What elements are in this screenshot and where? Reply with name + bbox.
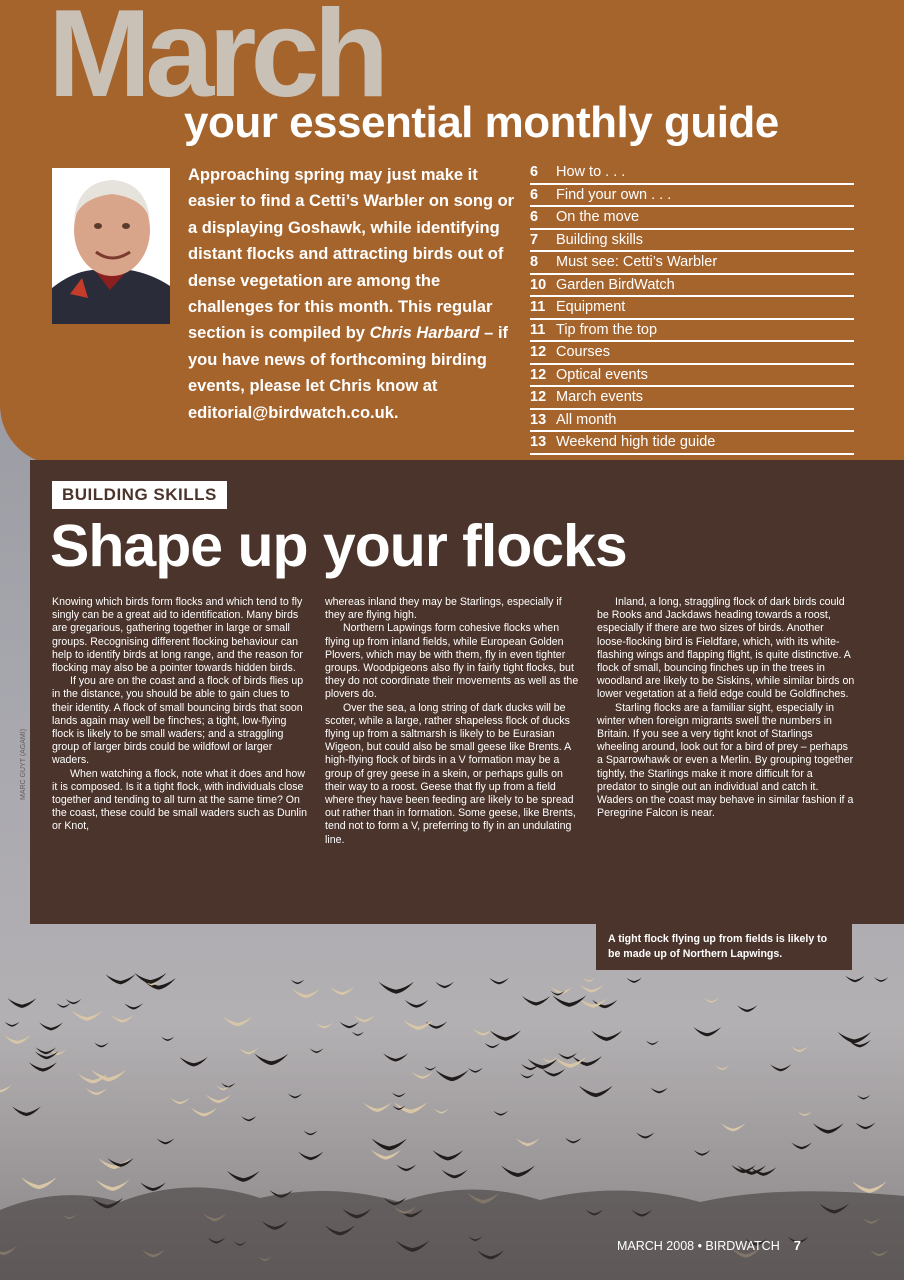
- bird-silhouette: [254, 1054, 288, 1065]
- guide-subtitle: your essential monthly guide: [184, 98, 779, 147]
- bird-silhouette: [542, 1069, 565, 1077]
- article-paragraph: whereas inland they may be Starlings, especially if they are flying high.: [325, 596, 562, 622]
- bird-silhouette: [501, 1166, 535, 1177]
- bird-silhouette: [489, 978, 509, 985]
- toc-title: Building skills: [556, 231, 644, 248]
- article-paragraph: When watching a flock, note what it does and how it is composed. Is it a tight flock, with individuals close together and tending to all turn at the same time? On the coast, these could be small waders such as Dunlin or Knot,: [52, 767, 307, 833]
- bird-silhouette: [291, 980, 304, 985]
- toc-page-number: 11: [530, 299, 546, 315]
- bird-silhouette: [845, 976, 865, 983]
- bird-silhouette: [140, 1182, 166, 1191]
- toc-title: Equipment: [556, 299, 626, 315]
- bird-silhouette: [394, 1102, 428, 1113]
- bird-silhouette: [424, 1066, 436, 1070]
- article-column-1: [52, 596, 310, 834]
- bird-silhouette: [124, 1003, 143, 1009]
- bird-silhouette: [39, 1022, 63, 1030]
- bird-silhouette: [838, 1032, 871, 1043]
- bird-silhouette: [4, 1035, 31, 1044]
- bird-silhouette: [552, 995, 586, 1006]
- section-label: BUILDING SKILLS: [52, 481, 227, 509]
- bird-silhouette: [473, 1029, 493, 1036]
- bird-silhouette: [693, 1027, 721, 1036]
- bird-silhouette: [565, 1138, 582, 1144]
- article-paragraph: Starling flocks are a familiar sight, especially in winter when foreign migrants swell the numbers in Britain. If you see a very tight knot of Starlings wheeling around, look out for a bird of prey – perhaps a Sparrowhawk or even a Merlin. By grouping together tightly, the Starlings make it more difficult for a predator to single out an individual and catch it. Waders on the coast may behave in similar fashion if a Peregrine Falcon is near.: [597, 701, 854, 820]
- bird-silhouette: [85, 1088, 107, 1095]
- bird-silhouette: [442, 1170, 468, 1179]
- bird-silhouette: [798, 1111, 812, 1116]
- toc-item[interactable]: [530, 297, 854, 320]
- toc-title: Optical events: [556, 366, 648, 383]
- bird-silhouette: [852, 1181, 886, 1193]
- bird-silhouette: [580, 985, 604, 993]
- bird-flock-image: [0, 970, 904, 1280]
- toc-title: How to . . .: [556, 164, 626, 180]
- bird-silhouette: [12, 1106, 41, 1116]
- bird-silhouette: [636, 1132, 654, 1138]
- intro-text-2: – if you have news of forthcoming birding events, please let Chris know at editorial@birdwatch.co.uk.: [188, 324, 509, 422]
- bird-silhouette: [591, 1030, 622, 1041]
- bird-silhouette: [379, 982, 414, 994]
- toc-page-number: 13: [530, 434, 547, 450]
- toc-item[interactable]: [530, 162, 854, 185]
- bird-silhouette: [721, 1123, 746, 1131]
- intro-text-1: Approaching spring may just make it easier to find a Cetti’s Warbler on song or a displaying Goshawk, while identifying distant flocks and attracting birds out of dense vegetation are among the challenges for this month. This regular section is compiled by: [188, 166, 515, 343]
- bird-silhouette: [303, 1131, 317, 1136]
- bird-silhouette: [352, 1032, 364, 1036]
- toc-page-number: 12: [530, 366, 547, 383]
- bird-silhouette: [315, 1022, 333, 1028]
- bird-silhouette: [392, 1092, 406, 1097]
- toc-page-number: 6: [530, 209, 539, 225]
- bird-silhouette: [94, 1043, 108, 1048]
- bird-silhouette: [396, 1164, 416, 1171]
- bird-silhouette: [111, 1015, 134, 1023]
- bird-silhouette: [412, 1072, 433, 1079]
- bird-silhouette: [791, 1142, 812, 1149]
- author-portrait-image: [52, 168, 170, 324]
- bird-silhouette: [737, 1005, 757, 1012]
- bird-silhouette: [206, 1094, 232, 1103]
- toc-page-number: 11: [530, 321, 546, 338]
- toc-item[interactable]: [530, 342, 854, 365]
- bird-silhouette: [485, 1043, 501, 1048]
- bird-silhouette: [340, 1022, 359, 1029]
- toc-page-number: 13: [530, 411, 547, 428]
- bird-silhouette: [310, 1048, 324, 1053]
- bird-silhouette: [704, 997, 720, 1002]
- toc-item[interactable]: [530, 410, 854, 433]
- bird-silhouette: [791, 1046, 809, 1052]
- contents-list: [530, 162, 854, 455]
- toc-title: Garden BirdWatch: [556, 276, 675, 293]
- toc-item[interactable]: [530, 320, 854, 343]
- bird-silhouette: [435, 982, 454, 988]
- article-column-2: [325, 596, 583, 847]
- bird-silhouette: [298, 1152, 323, 1161]
- toc-item[interactable]: [530, 230, 854, 253]
- toc-page-number: 7: [530, 231, 539, 248]
- page-footer: [617, 1238, 801, 1253]
- bird-silhouette: [715, 1065, 729, 1070]
- toc-title: Must see: Cetti’s Warbler: [556, 254, 718, 270]
- bird-silhouette: [96, 1180, 130, 1191]
- month-title: March: [48, 0, 384, 123]
- bird-silhouette: [223, 1016, 253, 1026]
- article-title: Shape up your flocks: [50, 513, 627, 579]
- bird-silhouette: [813, 1123, 844, 1133]
- bird-silhouette: [493, 1111, 508, 1116]
- bird-silhouette: [468, 1068, 483, 1073]
- bird-silhouette: [694, 1150, 711, 1156]
- toc-page-number: 6: [530, 186, 539, 203]
- intro-paragraph: [188, 162, 518, 426]
- article-paragraph: Over the sea, a long string of dark ducks will be scoter, while a large, rather shapeless flock of ducks flying up from a saltmarsh is likely to be Eurasian Wigeon, but could also be small geese like Brents. A high-flying flock of birds in a V formation may be a group of grey geese in a skein, or perhaps gulls on their way to a roost. Geese that fly up from a field where they have been feeding are likely to be spread out rather than in formation. Some geese, like Brents, tend not to form a V, preferring to fly in an undulating line.: [325, 701, 576, 846]
- toc-page-number: 8: [530, 254, 539, 270]
- bird-silhouette: [56, 1003, 70, 1008]
- photo-credit: MARC GUYT (AGAMI): [20, 728, 27, 800]
- bird-silhouette: [627, 978, 642, 983]
- bird-silhouette: [405, 1000, 429, 1008]
- bird-silhouette: [7, 998, 36, 1008]
- bird-silhouette: [520, 1073, 534, 1078]
- bird-silhouette: [161, 1037, 174, 1041]
- photo-caption: A tight flock flying up from fields is likely to be made up of Northern Lapwings.: [596, 924, 852, 970]
- article-paragraph: Inland, a long, straggling flock of dark birds could be Rooks and Jackdaws heading towards a roost, especially if there are two sizes of birds. Another loose-flocking bird is Fieldfare, which, with its white-flashing wings and flapping flight, is quite distinctive. A flock of small, bouncing finches up in the trees in woodland are likely to be Siskins, while similar birds on lower vegetation at a field edge could be Goldfinches.: [597, 596, 855, 701]
- bird-silhouette: [239, 1048, 259, 1055]
- toc-title: March events: [556, 389, 644, 405]
- bird-silhouette: [134, 973, 166, 984]
- bird-silhouette: [29, 1062, 57, 1072]
- bird-silhouette: [646, 1041, 659, 1045]
- bird-silhouette: [490, 1030, 521, 1041]
- bird-silhouette: [434, 1109, 449, 1114]
- bird-silhouette: [650, 1087, 668, 1093]
- bird-silhouette: [21, 1177, 57, 1189]
- bird-silhouette: [227, 1171, 260, 1182]
- toc-title: Tip from the top: [556, 321, 658, 338]
- toc-page-number: 6: [530, 164, 539, 180]
- bird-silhouette: [432, 1150, 463, 1160]
- bird-silhouette: [49, 1049, 67, 1055]
- toc-item[interactable]: [530, 275, 854, 298]
- bird-silhouette: [292, 988, 320, 998]
- bird-silhouette: [241, 1116, 256, 1121]
- bird-silhouette: [857, 1095, 870, 1099]
- bird-silhouette: [71, 1010, 102, 1021]
- toc-item[interactable]: [530, 365, 854, 388]
- bird-silhouette: [0, 1085, 12, 1093]
- bird-silhouette: [425, 1021, 447, 1028]
- bird-silhouette: [855, 1123, 875, 1130]
- bird-silhouette: [435, 1070, 468, 1081]
- toc-page-number: 12: [530, 389, 547, 405]
- toc-title: Weekend high tide guide: [556, 434, 716, 450]
- toc-item[interactable]: [530, 252, 854, 275]
- bird-silhouette: [371, 1150, 401, 1160]
- bird-silhouette: [105, 974, 135, 984]
- bird-silhouette: [363, 1102, 391, 1111]
- article-paragraph: Knowing which birds form flocks and which tend to fly singly can be a great aid to identification. Many birds are gregarious, gathering together in large or small groups. Recognising different flocking behaviour can help to identify birds at long range, and the reason for flocking may also be a pointer towards hidden birds.: [52, 596, 303, 675]
- bird-silhouette: [516, 1138, 540, 1146]
- toc-item[interactable]: [530, 185, 854, 208]
- toc-page-number: 10: [530, 276, 547, 293]
- intro-author: Chris Harbard: [369, 324, 480, 343]
- bird-silhouette: [157, 1138, 175, 1144]
- toc-item[interactable]: [530, 387, 854, 410]
- bird-silhouette: [5, 1022, 20, 1027]
- bird-silhouette: [288, 1094, 302, 1099]
- bird-silhouette: [372, 1139, 407, 1151]
- article-column-3: [597, 596, 855, 820]
- issue-label: MARCH 2008 • BIRDWATCH: [617, 1239, 780, 1253]
- toc-title: On the move: [556, 209, 640, 225]
- bird-silhouette: [583, 978, 595, 982]
- bird-silhouette: [354, 1015, 375, 1022]
- toc-item[interactable]: [530, 207, 854, 230]
- bird-silhouette: [383, 1053, 408, 1061]
- toc-page-number: 12: [530, 344, 547, 360]
- article-paragraph: Northern Lapwings form cohesive flocks when flying up from inland fields, while European Golden Plovers, which may be with them, fly in even tighter groups. Woodpigeons also fly in fairly tight flocks, but they do not coordinate their movements as well as the plovers do.: [325, 622, 579, 701]
- bird-silhouette: [330, 987, 354, 995]
- bird-silhouette: [874, 977, 888, 982]
- page-number: 7: [793, 1238, 801, 1253]
- bird-silhouette: [579, 1086, 613, 1097]
- toc-item[interactable]: [530, 432, 854, 455]
- bird-silhouette: [522, 996, 550, 1006]
- bird-silhouette: [66, 999, 82, 1004]
- article-paragraph: If you are on the coast and a flock of birds flies up in the distance, you should be able to gain clues to their identity. A flock of small bouncing birds that soon lands again may well be finches; a tight, low-flying flock is likely to be small waders; and a straggling group of larger birds could be wildfowl or larger waders.: [52, 675, 304, 767]
- author-photo: [52, 168, 170, 324]
- bird-silhouette: [191, 1107, 218, 1116]
- bird-silhouette: [170, 1098, 190, 1105]
- toc-title: Find your own . . .: [556, 186, 672, 203]
- toc-title: Courses: [556, 344, 610, 360]
- bird-silhouette: [770, 1064, 791, 1071]
- toc-title: All month: [556, 411, 617, 428]
- bird-silhouette: [179, 1057, 207, 1067]
- bird-silhouette: [36, 1047, 56, 1054]
